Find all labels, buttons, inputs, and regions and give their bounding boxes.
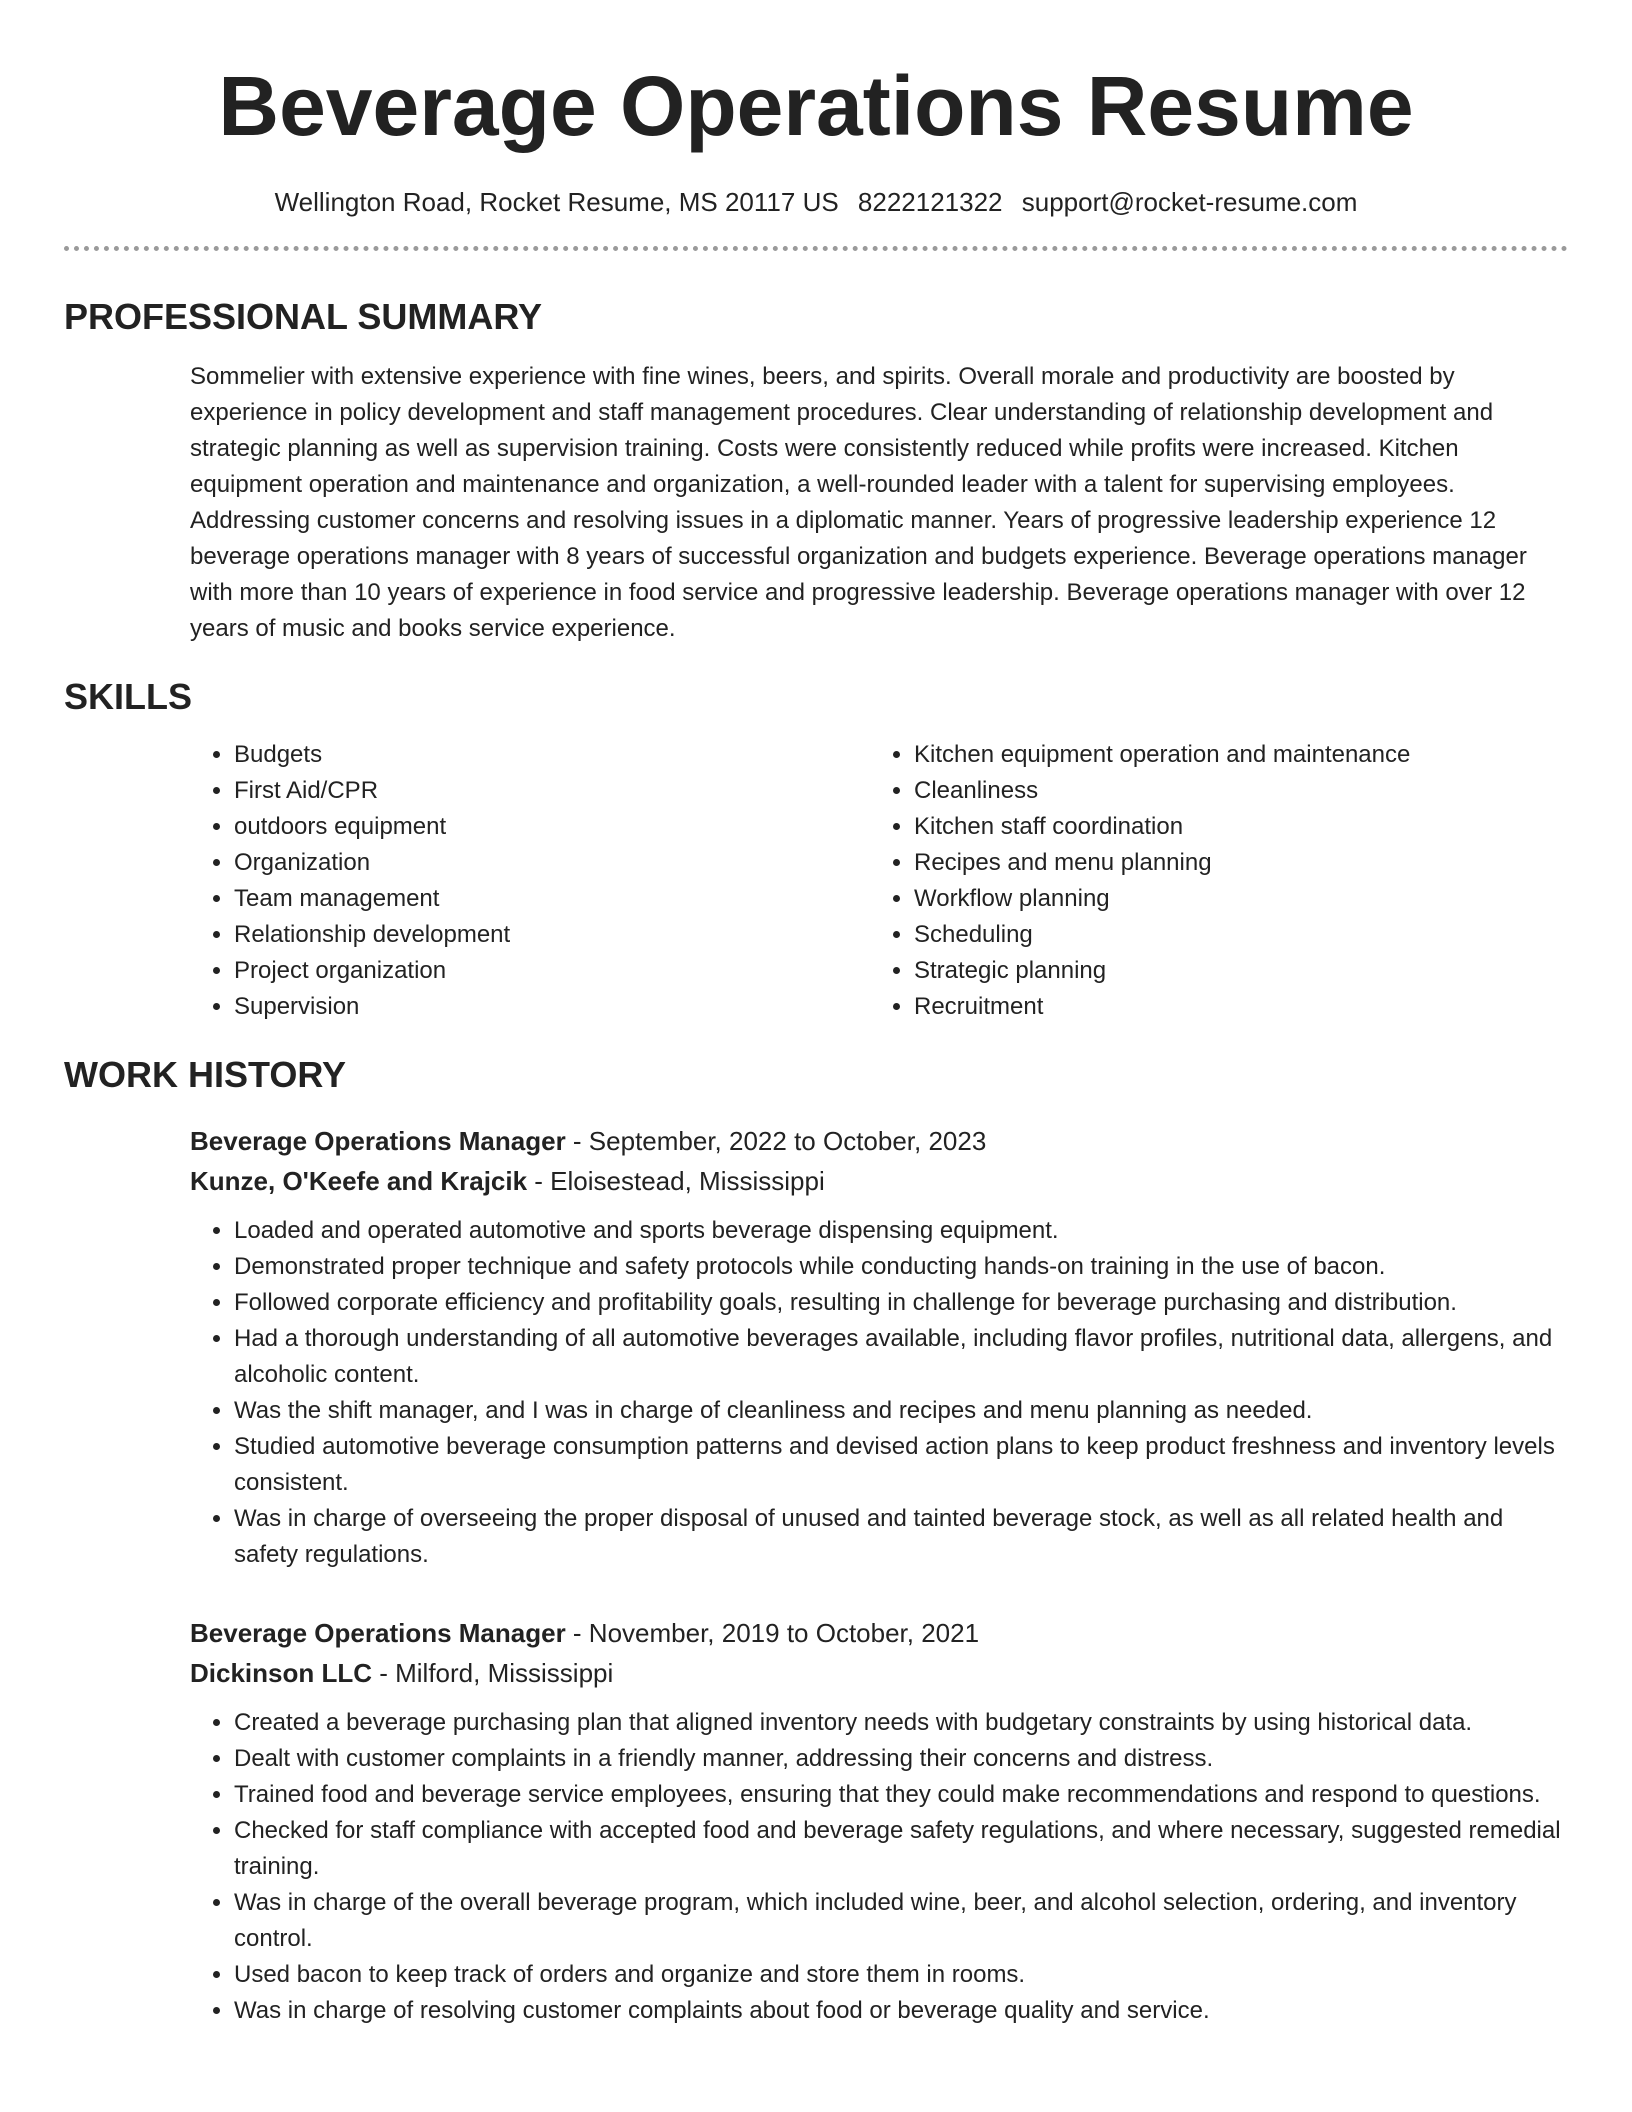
skills-heading: SKILLS: [64, 676, 193, 717]
job-bullet: • Demonstrated proper technique and safety protocols while conducting hands-on training in the use of bacon.: [234, 1249, 1568, 1285]
job-bullet: • Created a beverage purchasing plan that aligned inventory needs with budgetary constraints by using historical data.: [234, 1705, 1568, 1741]
job-bullet: • Was the shift manager, and I was in charge of cleanliness and recipes and menu planning as needed.: [234, 1393, 1568, 1429]
skill-item: • Organization: [234, 845, 870, 881]
skill-item: • Team management: [234, 881, 870, 917]
job-company: Dickinson LLC: [190, 1658, 373, 1688]
summary-heading: PROFESSIONAL SUMMARY: [64, 296, 543, 337]
dotted-divider: [64, 246, 1568, 251]
job-bullet: • Checked for staff compliance with accepted food and beverage safety regulations, and where necessary, suggested remedial training.: [234, 1813, 1568, 1885]
skill-item: • Scheduling: [914, 917, 1410, 953]
work-history-heading: WORK HISTORY: [64, 1054, 347, 1095]
job-location: - Milford, Mississippi: [372, 1658, 614, 1688]
skill-item: • Cleanliness: [914, 773, 1410, 809]
skill-item: • Kitchen staff coordination: [914, 809, 1410, 845]
skill-item: • Strategic planning: [914, 953, 1410, 989]
job-bullet: • Dealt with customer complaints in a friendly manner, addressing their concerns and distress.: [234, 1741, 1568, 1777]
skill-item: • Relationship development: [234, 917, 870, 953]
contact-phone: 8222121322: [857, 187, 1003, 217]
job-location: - Eloisestead, Mississippi: [527, 1166, 825, 1196]
skill-item: • Budgets: [234, 737, 870, 773]
job-dates: - November, 2019 to October, 2021: [565, 1618, 980, 1648]
job-company: Kunze, O'Keefe and Krajcik: [190, 1166, 528, 1196]
skill-item: • Recruitment: [914, 989, 1410, 1025]
skill-item: • Workflow planning: [914, 881, 1410, 917]
job-bullet: • Trained food and beverage service employees, ensuring that they could make recommendations and respond to questions.: [234, 1777, 1568, 1813]
contact-address: Wellington Road, Rocket Resume, MS 20117 US: [274, 187, 839, 217]
job-bullet: • Studied automotive beverage consumption patterns and devised action plans to keep product freshness and inventory levels consistent.: [234, 1429, 1568, 1501]
skill-item: • Supervision: [234, 989, 870, 1025]
job-company-line: [190, 1653, 1568, 1693]
job-bullet: • Was in charge of resolving customer complaints about food or beverage quality and service.: [234, 1993, 1568, 2029]
job-bullet: • Had a thorough understanding of all automotive beverages available, including flavor profiles, nutritional data, allergens, and alcoholic content.: [234, 1321, 1568, 1393]
contact-email: support@rocket-resume.com: [1021, 187, 1358, 217]
job-dates: - September, 2022 to October, 2023: [565, 1126, 987, 1156]
job-bullet: • Used bacon to keep track of orders and organize and store them in rooms.: [234, 1957, 1568, 1993]
job-bullet: • Was in charge of overseeing the proper disposal of unused and tainted beverage stock, as well as all related health and safety regulations.: [234, 1501, 1568, 1573]
job-bullet: • Followed corporate efficiency and profitability goals, resulting in challenge for beverage purchasing and distribution.: [234, 1285, 1568, 1321]
job-role: Beverage Operations Manager: [190, 1126, 566, 1156]
job-bullet: • Loaded and operated automotive and sports beverage dispensing equipment.: [234, 1213, 1568, 1249]
skill-item: • outdoors equipment: [234, 809, 870, 845]
job-company-line: [190, 1161, 1568, 1201]
resume-title: Beverage Operations Resume: [218, 59, 1414, 153]
summary-text: Sommelier with extensive experience with fine wines, beers, and spirits. Overall morale and productivity are boosted by experience in policy development and staff management procedures. Clear understanding of relationship development and strategic planning as well as supervision training. Costs were consistently reduced while profits were increased. Kitchen equipment operation and maintenance and organization, a well-rounded leader with a talent for supervising employees. Addressing customer concerns and resolving issues in a diplomatic manner. Years of progressive leadership experience 12 beverage operations manager with 8 years of successful organization and budgets experience. Beverage operations manager with more than 10 years of experience in food service and progressive leadership. Beverage operations manager with over 12 years of music and books service experience.: [190, 363, 1527, 642]
skill-item: • Project organization: [234, 953, 870, 989]
skill-item: • Recipes and menu planning: [914, 845, 1410, 881]
job-bullets: [190, 1705, 1568, 2029]
job-bullets: [190, 1213, 1568, 1573]
skill-item: • First Aid/CPR: [234, 773, 870, 809]
job-entry: [190, 1121, 1568, 1573]
job-role-line: [190, 1613, 1568, 1653]
job-role: Beverage Operations Manager: [190, 1618, 566, 1648]
contact-line: [64, 184, 1568, 220]
skill-item: • Kitchen equipment operation and maintenance: [914, 737, 1410, 773]
skills-column-left: [190, 737, 870, 1025]
skills-column-right: [870, 737, 1410, 1025]
skills-list: [190, 737, 1568, 1025]
job-entry: [190, 1613, 1568, 2029]
job-role-line: [190, 1121, 1568, 1161]
job-bullet: • Was in charge of the overall beverage program, which included wine, beer, and alcohol selection, ordering, and inventory control.: [234, 1885, 1568, 1957]
